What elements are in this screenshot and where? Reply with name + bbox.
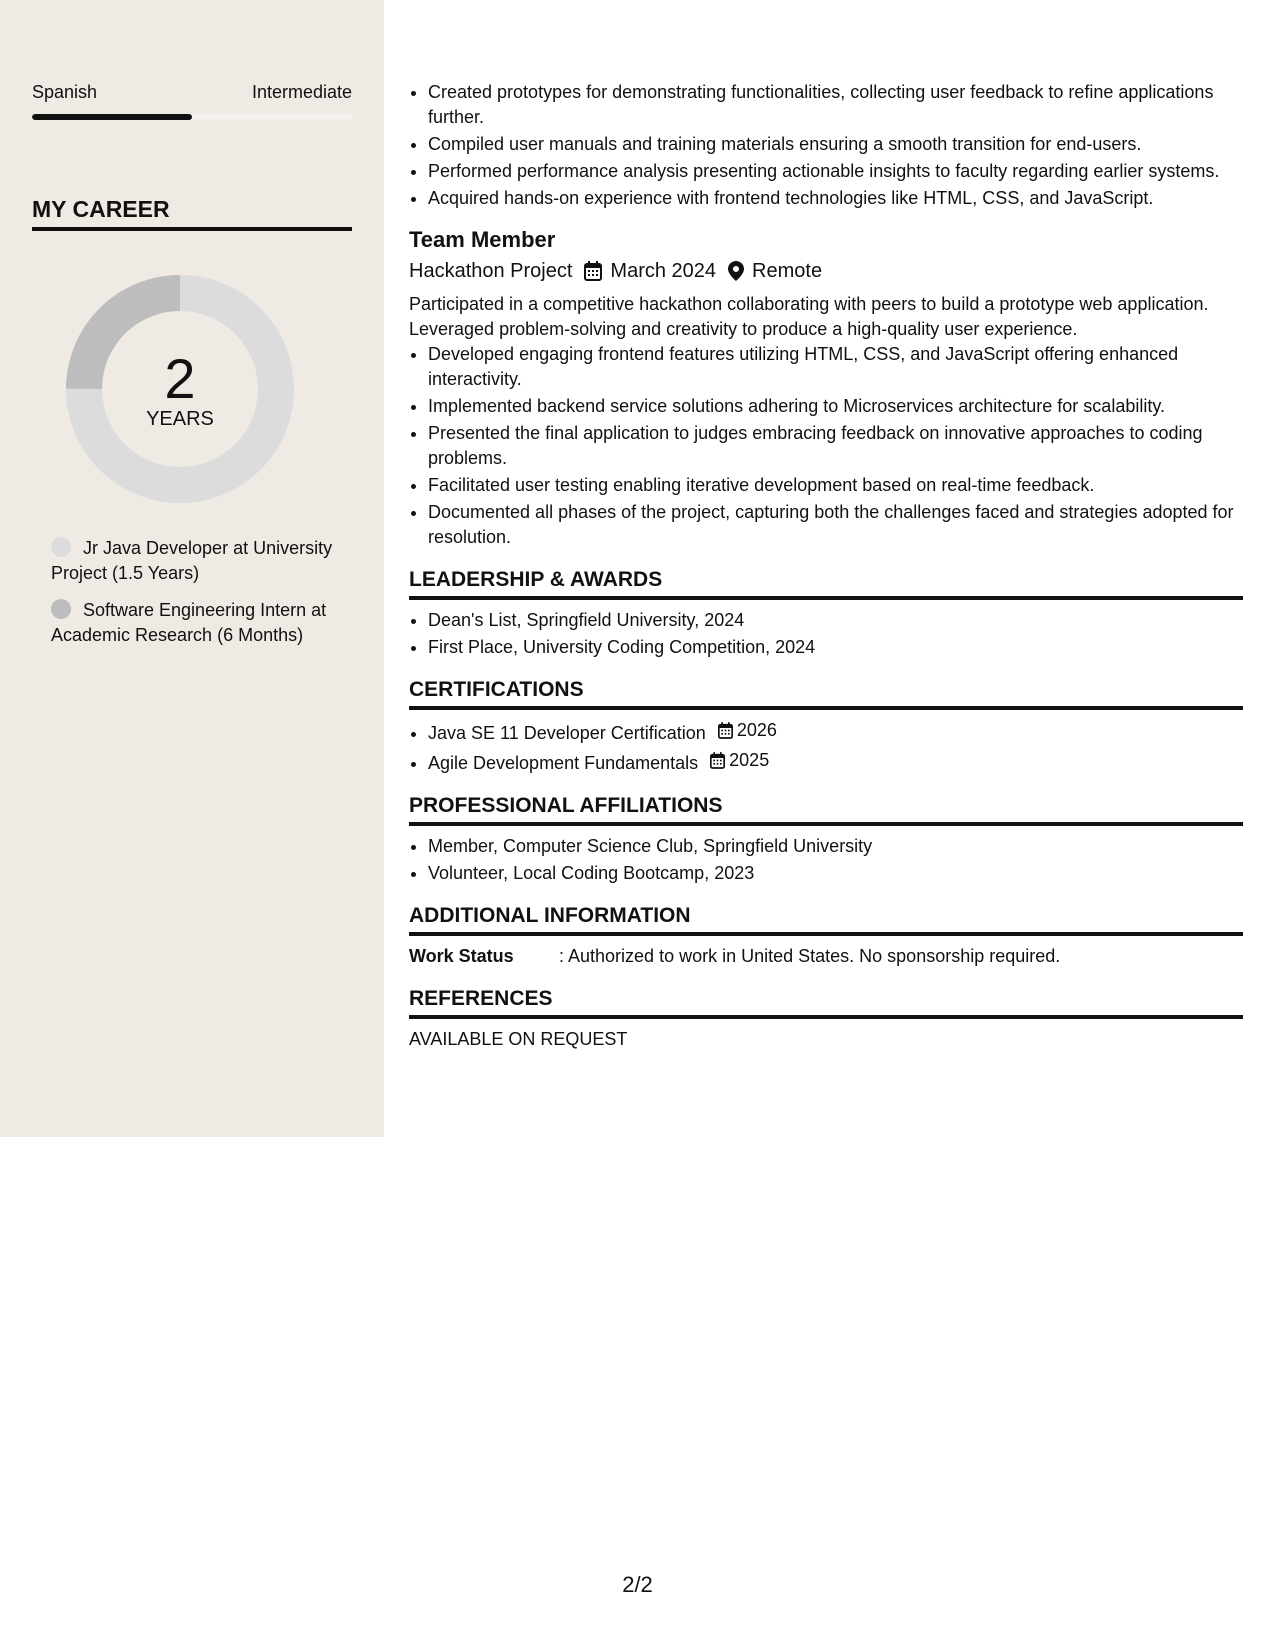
legend-dot-icon xyxy=(51,599,71,619)
language-name: Spanish xyxy=(32,82,98,102)
language-row xyxy=(32,82,352,103)
certification-year: 2025 xyxy=(729,750,770,770)
references-heading: REFERENCES xyxy=(409,985,1243,1019)
list-item: • First Place, University Coding Competition, 2024 xyxy=(428,635,1243,660)
map-pin-icon xyxy=(728,261,744,281)
career-donut-center xyxy=(66,275,294,503)
role-date: March 2024 xyxy=(610,260,717,282)
page-number: 2/2 xyxy=(622,1572,653,1597)
list-item: • Presented the final application to judges embracing feedback on innovative approaches to coding problems. xyxy=(428,421,1243,471)
list-item: • Dean's List, Springfield University, 2024 xyxy=(428,608,1243,633)
role-bullet-list xyxy=(409,342,1243,550)
role-title: Team Member xyxy=(409,227,556,252)
list-item: • Developed engaging frontend features utilizing HTML, CSS, and JavaScript offering enhanced interactivity. xyxy=(428,342,1243,392)
calendar-icon xyxy=(718,722,733,739)
list-item: • Volunteer, Local Coding Bootcamp, 2023 xyxy=(428,861,1243,886)
leadership-heading: LEADERSHIP & AWARDS xyxy=(409,566,1243,600)
role-description: Participated in a competitive hackathon collaborating with peers to build a prototype web application. Leveraged problem-solving and creativity to produce a high-quality user experience. xyxy=(409,294,1209,339)
language-proficiency-fill xyxy=(32,114,192,120)
main-content xyxy=(409,80,1243,1052)
list-item xyxy=(428,748,1243,776)
career-heading: MY CAREER xyxy=(32,196,352,231)
career-legend-label: Software Engineering Intern at Academic Research (6 Months) xyxy=(51,600,327,645)
legend-dot-icon xyxy=(51,537,71,557)
work-status-value: : Authorized to work in United States. No sponsorship required. xyxy=(559,946,1061,966)
list-item: • Performed performance analysis presenting actionable insights to faculty regarding earlier systems. xyxy=(428,159,1243,184)
leadership-list xyxy=(409,608,1243,660)
list-item: • Member, Computer Science Club, Springfield University xyxy=(428,834,1243,859)
career-legend xyxy=(51,536,341,660)
certification-name: Java SE 11 Developer Certification xyxy=(428,723,706,743)
list-item: • Compiled user manuals and training materials ensuring a smooth transition for end-users. xyxy=(428,132,1243,157)
references-text: AVAILABLE ON REQUEST xyxy=(409,1029,628,1049)
career-total-value: 2 xyxy=(164,347,196,410)
role-organization: Hackathon Project xyxy=(409,260,573,282)
role-meta xyxy=(409,256,1243,286)
list-item: • Created prototypes for demonstrating functionalities, collecting user feedback to refine applications further. xyxy=(428,80,1243,130)
additional-info-heading: ADDITIONAL INFORMATION xyxy=(409,902,1243,936)
career-legend-label: Jr Java Developer at University Project (1.5 Years) xyxy=(51,538,333,583)
affiliations-list xyxy=(409,834,1243,886)
list-item xyxy=(428,718,1243,746)
certification-date xyxy=(710,748,769,773)
career-legend-item xyxy=(51,536,341,586)
affiliations-heading: PROFESSIONAL AFFILIATIONS xyxy=(409,792,1243,826)
certification-year: 2026 xyxy=(736,720,777,740)
list-item: • Implemented backend service solutions adhering to Microservices architecture for scalability. xyxy=(428,394,1243,419)
work-status-label: Work Status xyxy=(409,946,514,966)
sidebar xyxy=(0,0,384,1137)
role-location: Remote xyxy=(752,260,823,282)
certifications-list xyxy=(409,718,1243,776)
calendar-icon xyxy=(710,752,725,769)
certifications-heading: CERTIFICATIONS xyxy=(409,676,1243,710)
career-donut-chart xyxy=(66,275,294,503)
career-total-unit: YEARS xyxy=(146,408,214,430)
certification-name: Agile Development Fundamentals xyxy=(428,753,699,773)
list-item: • Acquired hands-on experience with frontend technologies like HTML, CSS, and JavaScript. xyxy=(428,186,1243,211)
work-status-row xyxy=(409,944,1243,969)
list-item: • Documented all phases of the project, capturing both the challenges faced and strategies adopted for resolution. xyxy=(428,500,1243,550)
calendar-icon xyxy=(584,261,602,281)
language-level: Intermediate xyxy=(251,82,352,102)
intro-bullet-list xyxy=(409,80,1243,211)
certification-date xyxy=(718,718,777,743)
career-legend-item xyxy=(51,598,341,648)
language-proficiency-bar xyxy=(32,114,352,120)
list-item: • Facilitated user testing enabling iterative development based on real-time feedback. xyxy=(428,473,1243,498)
